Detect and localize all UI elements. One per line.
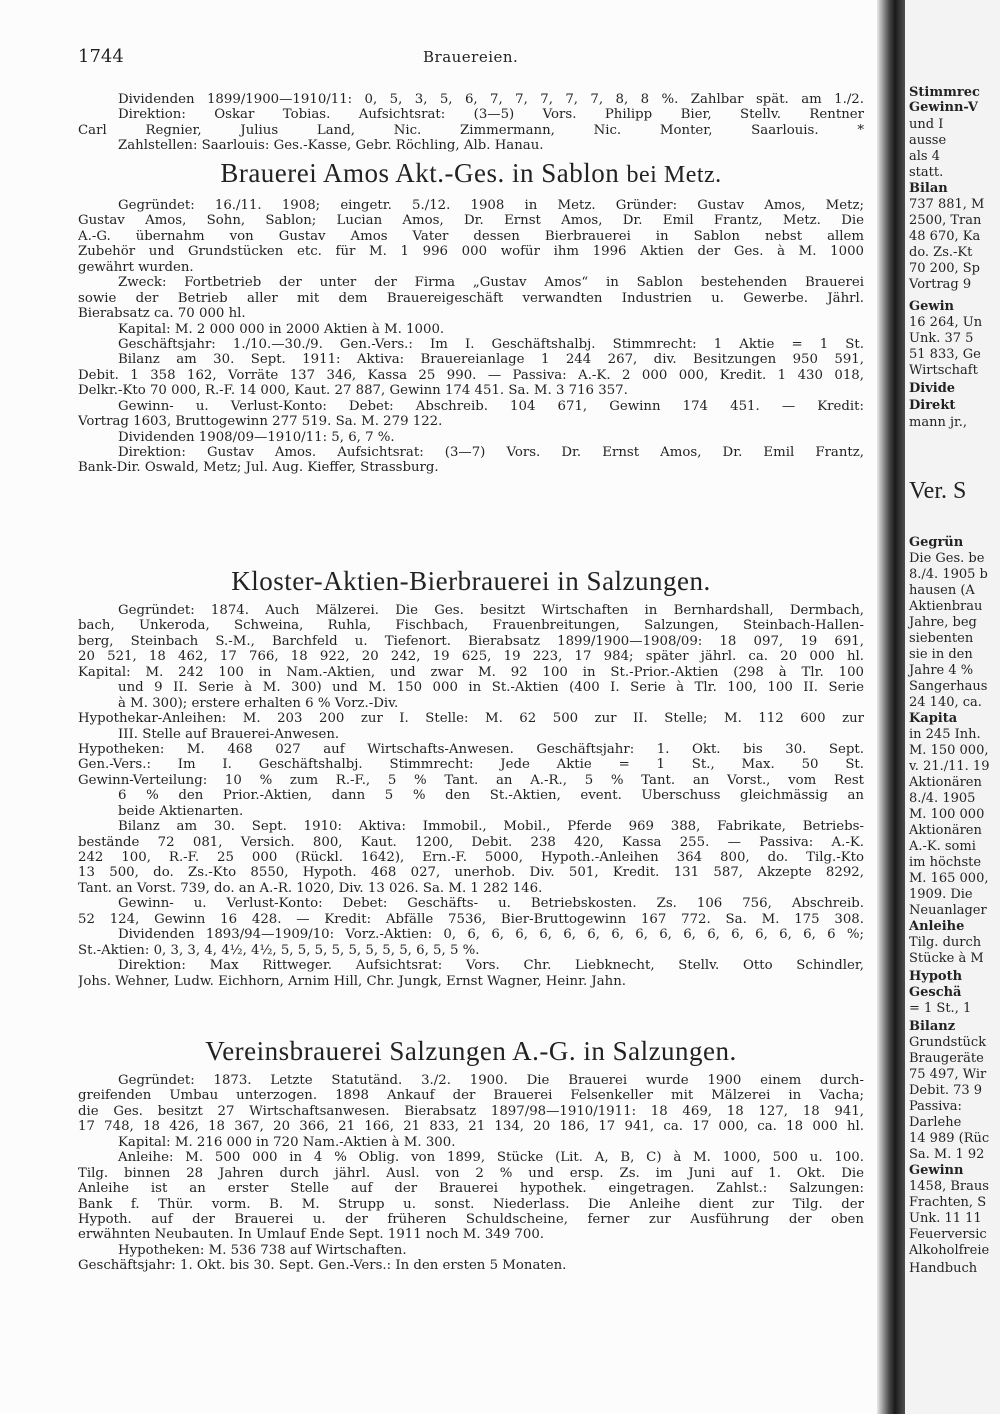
text-line: Bierabsatz ca. 70 000 hl. <box>78 306 246 322</box>
text-line: Gen.-Vers.: Im I. Geschäftshalbj. Stimmrecht: Jede Aktie = 1 St., Max. 50 St. <box>78 757 864 773</box>
heading-main: Kloster-Aktien-Bierbrauerei in Salzungen. <box>231 566 711 596</box>
text-line: 6 % den Prior.-Aktien, dann 5 % den St.-Aktien, event. Überschuss gleichmässig an <box>118 788 864 804</box>
right-page-fragment: 24 140, ca. <box>909 695 982 710</box>
text-line: Gegründet: 1873. Letzte Statutänd. 3./2. 1900. Die Brauerei wurde 1900 einem durch- <box>118 1073 864 1088</box>
right-page-fragment: 51 833, Ge <box>909 347 981 362</box>
text-line: 20 521, 18 462, 17 766, 18 922, 20 242, 19 625, 19 223, 17 984; später jährl. ca. 20 000 hl. <box>78 649 864 665</box>
right-page-fragment: sie in den <box>909 647 973 662</box>
heading-suffix: bei Metz. <box>626 162 722 188</box>
text-line: beide Aktienarten. <box>118 803 244 819</box>
right-page-fragment: Die Ges. be <box>909 551 985 566</box>
right-page-fragment: 1458, Braus <box>909 1179 989 1194</box>
text-line: Dividenden 1893/94—1909/10: Vorz.-Aktien: 0, 6, 6, 6, 6, 6, 6, 6, 6, 6, 6, 6, 6, 6, 6, 6, 6 %; <box>118 927 864 943</box>
text-line: Kapital: M. 216 000 in 720 Nam.-Aktien à M. 300. <box>118 1134 456 1150</box>
text-line: Tant. an Vorst. 739, do. an A.-R. 1020, Div. 13 026. Sa. M. 1 282 146. <box>78 880 543 896</box>
right-page-fragment: do. Zs.-Kt <box>909 245 973 260</box>
right-page-fragment: 8./4. 1905 b <box>909 567 988 582</box>
right-page-fragment: 48 670, Ka <box>909 229 981 244</box>
text-line: Geschäftsjahr: 1. Okt. bis 30. Sept. Gen.-Vers.: In den ersten 5 Monaten. <box>78 1258 567 1274</box>
right-page-fragment: 14 989 (Rüc <box>909 1131 990 1146</box>
company-entry-vereinsbrauerei <box>78 1073 864 1274</box>
text-line: Bank-Dir. Oswald, Metz; Jul. Aug. Kieffer, Strassburg. <box>78 460 439 476</box>
right-page-fragment: Alkoholfreie <box>909 1243 990 1258</box>
page-number: 1744 <box>78 46 124 67</box>
text-line: Hypothekar-Anleihen: M. 203 200 zur I. Stelle: M. 62 500 zur II. Stelle; M. 112 600 zur <box>78 711 864 727</box>
right-page-fragment: Wirtschaft <box>909 363 978 378</box>
text-line: Dividenden 1899/1900—1910/11: 0, 5, 3, 5, 6, 7, 7, 7, 7, 7, 8, 8 %. Zahlbar spät. am 1./2. <box>118 92 864 107</box>
text-line: 17 748, 18 426, 18 367, 20 366, 21 166, 21 833, 21 134, 20 186, 17 941, ca. 17 000, ca. 18 000 hl. <box>78 1119 864 1135</box>
right-page-fragment: Jahre, beg <box>909 615 977 630</box>
right-page-fragment: Debit. 73 9 <box>909 1083 983 1098</box>
text-line: und 9 II. Serie à M. 300) und M. 150 000 in St.-Aktien (400 I. Serie à Tlr. 100, 100 II. Serie <box>118 680 864 696</box>
company-heading-vereinsbrauerei <box>78 1036 864 1067</box>
right-page-fragment: 70 200, Sp <box>909 261 980 276</box>
right-page-fragment: Vortrag 9 <box>909 277 972 292</box>
text-line: Tilg. binnen 28 Jahren durch jährl. Ausl. von 2 % und ersp. Zs. im Juni auf 1. Okt. Die <box>78 1165 864 1181</box>
text-line: Direktion: Gustav Amos. Aufsichtsrat: (3—7) Vors. Dr. Ernst Amos, Dr. Emil Frantz, <box>118 445 864 460</box>
text-line: Zweck: Fortbetrieb der unter der Firma „Gustav Amos“ in Sablon bestehenden Brauerei <box>118 275 864 291</box>
right-page-fragment: Passiva: <box>909 1099 962 1114</box>
right-page-fragment: 16 264, Un <box>909 315 983 330</box>
text-line: 13 500, do. Zs.-Kto 8550, Hypoth. 468 027, unerhob. Div. 501, Kredit. 131 587, Akzepte 8292, <box>78 865 864 881</box>
right-page-fragment: Aktionären <box>909 775 982 790</box>
right-page-fragment: Divide <box>909 381 956 396</box>
running-title: Brauereien. <box>423 48 519 66</box>
right-page-fragment: Tilg. durch <box>909 935 982 950</box>
right-page-fragment: im höchste <box>909 855 982 870</box>
text-line: Bilanz am 30. Sept. 1910: Aktiva: Immobil., Mobil., Pferde 969 388, Fabrikate, Betriebs- <box>118 819 864 835</box>
right-page-fragment: Gewin <box>909 299 954 314</box>
text-line: Gegründet: 1874. Auch Mälzerei. Die Ges. besitzt Wirtschaften in Bernhardshall, Dermbach, <box>118 603 864 618</box>
right-page-fragment: Braugeräte <box>909 1051 984 1066</box>
right-page-fragment: Unk. 37 5 <box>909 331 974 346</box>
text-line: Bank f. Thür. vorm. B. M. Strupp u. sonst. Niederlass. Die Anleihe dient zur Tilg. der <box>78 1196 864 1212</box>
right-page-fragment: 737 881, M <box>909 197 985 212</box>
text-line: A.-G. übernahm von Gustav Amos Vater dessen Bierbrauerei in Sablon nebst allem <box>78 228 864 244</box>
right-page-fragment: Anleihe <box>909 919 965 934</box>
right-page-fragment: Bilan <box>909 181 948 196</box>
text-line: 242 100, R.-F. 25 000 (Rückl. 1642), Ern.-F. 5000, Hypoth.-Anleihen 364 800, do. Tilg.-Kto <box>78 850 864 865</box>
right-page-fragment: M. 165 000, <box>909 871 989 886</box>
right-page-fragment: Gegrün <box>909 535 964 550</box>
right-page-fragment: M. 150 000, <box>909 743 989 758</box>
right-page-fragment: Unk. 11 11 <box>909 1211 982 1226</box>
text-line: Gewinn- u. Verlust-Konto: Debet: Abschreib. 104 671, Gewinn 174 451. — Kredit: <box>118 398 864 414</box>
heading-main: Vereinsbrauerei Salzungen A.-G. in Salzungen. <box>205 1036 737 1066</box>
right-page-fragment: siebenten <box>909 631 974 646</box>
text-line: Delkr.-Kto 70 000, R.-F. 14 000, Kaut. 27 887, Gewinn 174 451. Sa. M. 3 716 357. <box>78 383 628 399</box>
text-line: die Ges. besitzt 27 Wirtschaftsanwesen. Bierabsatz 1897/98—1910/1911: 18 469, 18 127, 18 941, <box>78 1103 864 1119</box>
text-line: bestände 72 081, Versich. 800, Kaut. 1200, Debit. 238 420, Kassa 255. — Passiva: A.-K. <box>78 834 864 850</box>
text-line: Vortrag 1603, Bruttogewinn 277 519. Sa. M. 279 122. <box>78 414 443 430</box>
right-page-fragment: = 1 St., 1 <box>909 1001 972 1016</box>
text-line: Geschäftsjahr: 1./10.—30./9. Gen.-Vers.: Im I. Geschäftshalbj. Stimmrecht: 1 Aktie = 1 St. <box>118 336 864 352</box>
heading-main: Brauerei Amos Akt.-Ges. in Sablon <box>220 158 620 188</box>
company-entry-kloster <box>78 603 864 989</box>
right-page-fragment: Gewinn-V <box>909 100 978 115</box>
text-line: Gewinn- u. Verlust-Konto: Debet: Geschäfts- u. Betriebskosten. Zs. 106 756, Abschreib. <box>118 896 864 912</box>
right-page-fragment: 75 497, Wir <box>909 1067 987 1082</box>
right-page-fragment: ausse <box>909 133 947 148</box>
text-line: Zahlstellen: Saarlouis: Ges.-Kasse, Gebr. Röchling, Alb. Hanau. <box>118 138 544 154</box>
text-line: Gegründet: 16./11. 1908; eingetr. 5./12. 1908 in Metz. Gründer: Gustav Amos, Metz; <box>118 198 864 213</box>
company-heading-amos <box>78 158 864 189</box>
right-page-fragment: in 245 Inh. <box>909 727 981 742</box>
right-page-fragment: Darlehe <box>909 1115 962 1130</box>
right-page-fragment: Kapita <box>909 711 958 726</box>
right-page-fragment: Aktienbrau <box>909 599 983 614</box>
text-line: gewährt wurden. <box>78 259 194 275</box>
text-line: St.-Aktien: 0, 3, 3, 4, 4½, 4½, 5, 5, 5, 5, 5, 5, 5, 5, 6, 5, 5 %. <box>78 942 480 958</box>
right-page-fragment: Gewinn <box>909 1163 964 1178</box>
right-page-fragment: Geschä <box>909 985 962 1000</box>
right-page-fragment: Sa. M. 1 92 <box>909 1147 985 1162</box>
right-page-fragment: mann jr., <box>909 415 968 430</box>
right-page-fragment: Ver. S <box>909 478 967 504</box>
text-line: Kapital: M. 242 100 in Nam.-Aktien, und zwar M. 92 100 in St.-Prior.-Aktien (298 à Tlr. 100 <box>78 664 864 680</box>
running-head <box>78 46 878 66</box>
text-line: Hypotheken: M. 468 027 auf Wirtschafts-Anwesen. Geschäftsjahr: 1. Okt. bis 30. Sept. <box>78 741 864 757</box>
text-line: à M. 300); erstere erhalten 6 % Vorz.-Div. <box>118 695 399 711</box>
right-page-fragment: und I <box>909 117 944 132</box>
text-line: Zubehör und Grundstücken etc. für M. 1 996 000 wofür ihm 1996 Aktien der Ges. à M. 1000 <box>78 244 864 260</box>
text-line: Gustav Amos, Sohn, Sablon; Lucian Amos, Dr. Ernst Amos, Dr. Emil Frantz, Metz. Die <box>78 213 864 229</box>
company-heading-kloster <box>78 566 864 597</box>
text-line: Johs. Wehner, Ludw. Eichhorn, Arnim Hill, Chr. Jungk, Ernst Wagner, Heinr. Jahn. <box>78 973 627 989</box>
right-page-fragment: Stücke à M <box>909 951 984 966</box>
right-page-fragment: M. 100 000 <box>909 807 985 822</box>
text-line: Carl Regnier, Julius Land, Nic. Zimmermann, Nic. Monter, Saarlouis. * <box>78 122 864 138</box>
right-page-fragment: Bilanz <box>909 1019 956 1034</box>
text-line: Gewinn-Verteilung: 10 % zum R.-F., 5 % Tant. an A.-R., 5 % Tant. an Vorst., vom Rest <box>78 772 864 788</box>
text-line: Hypoth. auf der Brauerei u. der früheren Schuldscheine, ferner zur Ausführung der oben <box>78 1211 864 1227</box>
right-page-fragment: 8./4. 1905 <box>909 791 976 806</box>
text-line: Dividenden 1908/09—1910/11: 5, 6, 7 %. <box>118 429 395 445</box>
right-page-fragment: Handbuch <box>909 1261 978 1276</box>
text-line: Anleihe: M. 500 000 in 4 % Oblig. von 1899, Stücke (Lit. A, B, C) à M. 1000, 500 u. 100. <box>118 1150 864 1166</box>
text-line: berg, Steinbach S.-M., Barchfeld u. Tiefenort. Bierabsatz 1899/1900—1908/09: 18 097, 19 691, <box>78 633 864 649</box>
right-page-fragment: 1909. Die <box>909 887 973 902</box>
book-gutter <box>877 0 907 1414</box>
right-page-fragment: Sangerhaus <box>909 679 988 694</box>
right-page-fragment: Aktionären <box>909 823 982 838</box>
text-line: sowie der Betrieb aller mit dem Brauereigeschäft verwandten Industrien u. Gewerbe. Jährl. <box>78 290 864 306</box>
text-line: Direktion: Oskar Tobias. Aufsichtsrat: (3—5) Vors. Philipp Bier, Stellv. Rentner <box>118 107 864 123</box>
right-page-fragment: Stimmrec <box>909 85 980 100</box>
right-page-edge <box>905 0 1000 1414</box>
right-page-fragment: als 4 <box>909 149 940 164</box>
text-line: Hypotheken: M. 536 738 auf Wirtschaften. <box>118 1242 407 1258</box>
right-page-fragment: v. 21./11. 19 <box>909 759 990 774</box>
right-page-fragment: Jahre 4 % <box>909 663 974 678</box>
text-line: bach, Unkeroda, Schweina, Ruhla, Fischbach, Frauenbreitungen, Salzungen, Steinbach-Hallen- <box>78 618 864 634</box>
text-line: Anleihe ist an erster Stelle auf der Brauerei hypothek. eingetragen. Zahlst.: Salzungen: <box>78 1181 864 1197</box>
right-page-fragment: Frachten, S <box>909 1195 987 1210</box>
right-page-fragment: Neuanlager <box>909 903 987 918</box>
text-line: 52 124, Gewinn 16 428. — Kredit: Abfälle 7536, Bier-Bruttogewinn 167 772. Sa. M. 175 308. <box>78 911 864 927</box>
right-page-fragment: 2500, Tran <box>909 213 982 228</box>
text-line: III. Stelle auf Brauerei-Anwesen. <box>118 726 340 742</box>
right-page-fragment: Hypoth <box>909 969 963 984</box>
right-page-fragment: statt. <box>909 165 944 180</box>
continuation-block <box>78 92 864 154</box>
text-line: Bilanz am 30. Sept. 1911: Aktiva: Brauereianlage 1 244 267, div. Besitzungen 950 591, <box>118 352 864 368</box>
right-page-fragment: Direkt <box>909 398 956 413</box>
right-page-fragment: hausen (A <box>909 583 975 598</box>
text-line: Direktion: Max Rittweger. Aufsichtsrat: Vors. Chr. Liebknecht, Stellv. Otto Schindler, <box>118 958 864 974</box>
right-page-fragment: A.-K. somi <box>909 839 976 854</box>
text-line: Debit. 1 358 162, Vorräte 137 346, Kassa 25 990. — Passiva: A.-K. 2 000 000, Kredit. 1 430 018, <box>78 367 864 383</box>
company-entry-amos <box>78 198 864 476</box>
right-page-fragment: Feuerversic <box>909 1227 987 1242</box>
right-page-fragment: Grundstück <box>909 1035 987 1050</box>
text-line: Kapital: M. 2 000 000 in 2000 Aktien à M. 1000. <box>118 321 445 337</box>
text-line: erwähnten Neubauten. In Umlauf Ende Sept. 1911 noch M. 349 700. <box>78 1227 545 1243</box>
text-line: greifenden Umbau unterzogen. 1898 Ankauf der Brauerei Felsenkeller mit Mälzerei in Vacha; <box>78 1088 864 1104</box>
